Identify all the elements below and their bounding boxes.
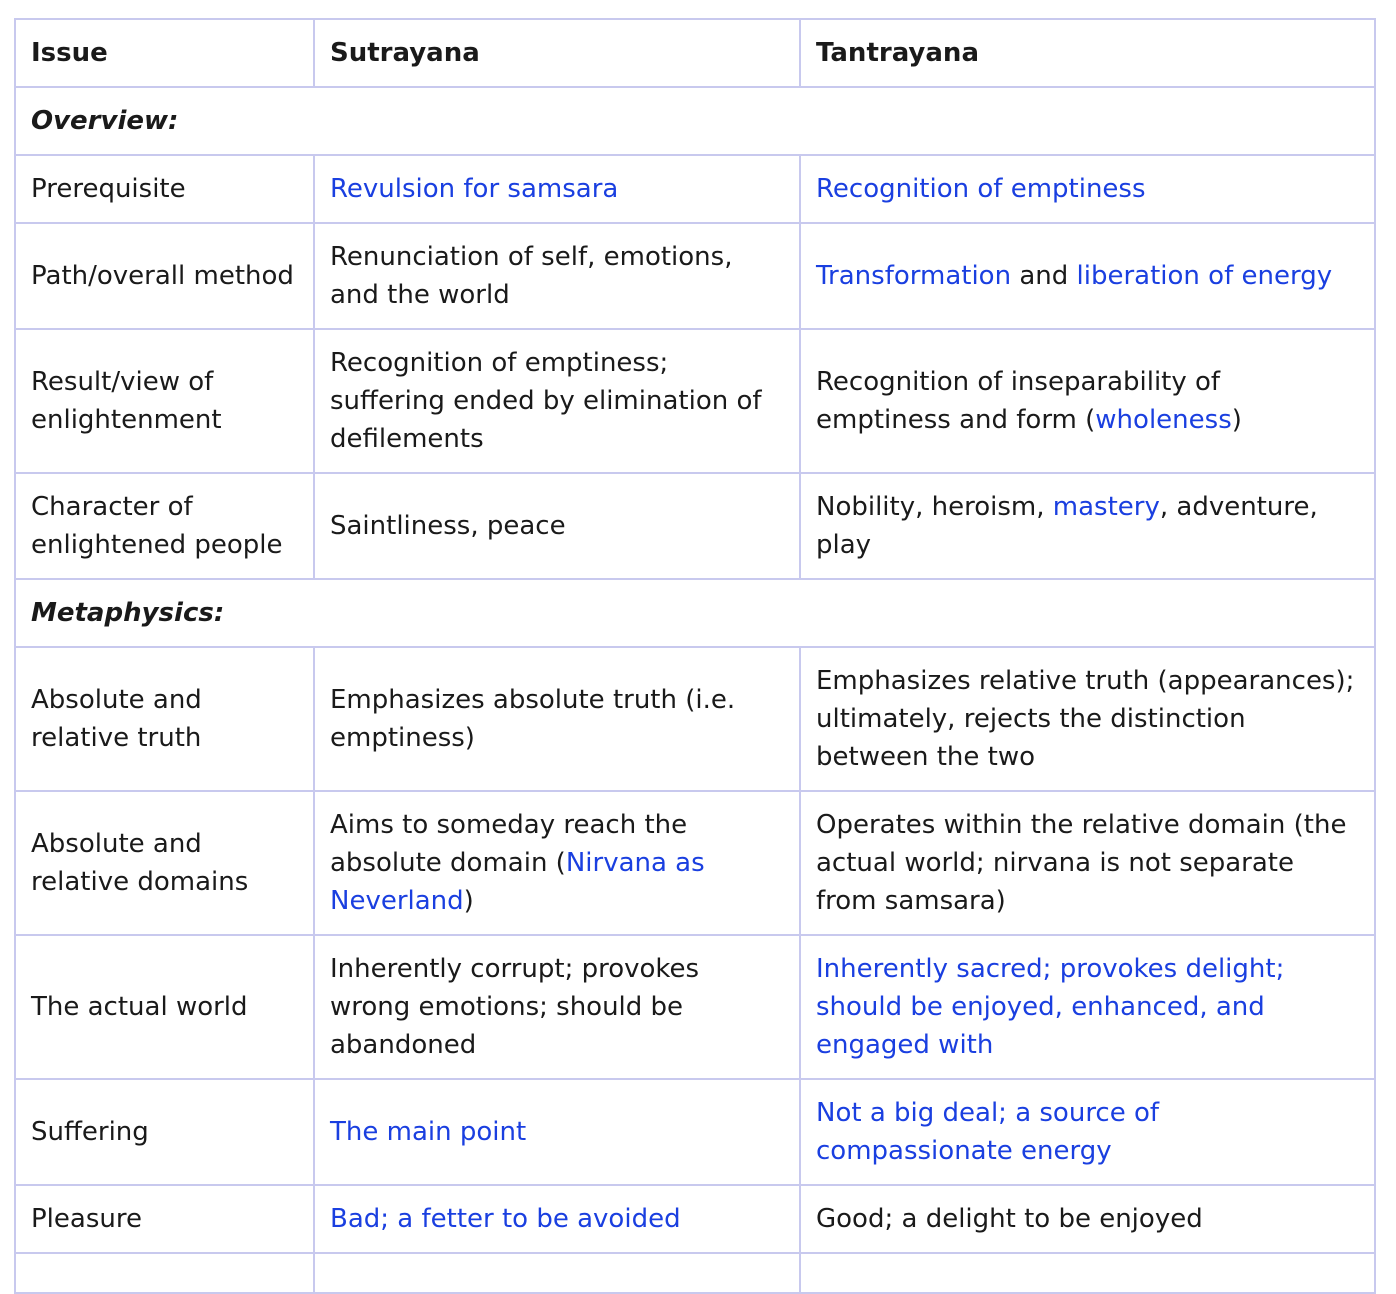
sutra-cell: Saintliness, peace — [314, 473, 800, 579]
link-revulsion-for-samsara[interactable]: Revulsion for samsara — [330, 174, 619, 204]
table-row-truth — [15, 647, 1375, 791]
tantra-cell — [800, 1079, 1375, 1185]
link-not-a-big-deal[interactable]: Not a big deal; a source of compassionate energy — [816, 1098, 1160, 1166]
issue-cell: The actual world — [15, 935, 314, 1079]
sutra-text-end: ) — [463, 886, 474, 916]
tantra-text-end: ) — [1231, 405, 1242, 435]
tantra-text-end: , adventure, play — [816, 492, 1318, 560]
table-header-row — [15, 19, 1375, 87]
tantra-cell: Emphasizes relative truth (appearances); ultimately, rejects the distinction between the two — [800, 647, 1375, 791]
link-the-main-point[interactable]: The main point — [330, 1117, 527, 1147]
table-row-character — [15, 473, 1375, 579]
header-tantrayana: Tantrayana — [800, 19, 1375, 87]
tantra-cell — [800, 473, 1375, 579]
table-row-world — [15, 935, 1375, 1079]
comparison-table-container — [14, 18, 1374, 1294]
tantra-text: Recognition of inseparability of emptiness and form ( — [816, 367, 1221, 435]
issue-cell: Path/overall method — [15, 223, 314, 329]
tantra-cell — [800, 155, 1375, 223]
issue-cell: Absolute and relative domains — [15, 791, 314, 935]
link-nirvana-as-neverland[interactable]: Nirvana as Neverland — [330, 848, 705, 916]
link-recognition-of-emptiness[interactable]: Recognition of emptiness — [816, 174, 1146, 204]
link-inherently-sacred[interactable]: Inherently sacred; provokes delight; should be enjoyed, enhanced, and engaged with — [816, 954, 1285, 1060]
header-issue: Issue — [15, 19, 314, 87]
comparison-table — [14, 18, 1376, 1294]
header-sutrayana: Sutrayana — [314, 19, 800, 87]
tantra-cell: Operates within the relative domain (the actual world; nirvana is not separate from samsara) — [800, 791, 1375, 935]
issue-cell: Result/view of enlightenment — [15, 329, 314, 473]
section-row-overview — [15, 87, 1375, 155]
issue-cell: Prerequisite — [15, 155, 314, 223]
sutra-cell: Inherently corrupt; provokes wrong emotions; should be abandoned — [314, 935, 800, 1079]
table-row-prerequisite — [15, 155, 1375, 223]
sutra-text: Aims to someday reach the absolute domain ( — [330, 810, 688, 878]
table-row-result — [15, 329, 1375, 473]
section-heading-overview: Overview: — [15, 87, 1375, 155]
sutra-cell — [314, 155, 800, 223]
link-bad-a-fetter[interactable]: Bad; a fetter to be avoided — [330, 1204, 681, 1234]
table-row-domains — [15, 791, 1375, 935]
tantra-cell — [800, 223, 1375, 329]
tantra-cell — [800, 329, 1375, 473]
sutra-cell — [314, 791, 800, 935]
issue-cell-empty — [15, 1253, 314, 1293]
connector-text: and — [1011, 261, 1077, 291]
link-wholeness[interactable]: wholeness — [1095, 405, 1232, 435]
issue-cell: Character of enlightened people — [15, 473, 314, 579]
tantra-cell-empty — [800, 1253, 1375, 1293]
sutra-cell: Emphasizes absolute truth (i.e. emptiness) — [314, 647, 800, 791]
link-liberation-of-energy[interactable]: liberation of energy — [1076, 261, 1333, 291]
sutra-cell-empty — [314, 1253, 800, 1293]
tantra-cell: Good; a delight to be enjoyed — [800, 1185, 1375, 1253]
issue-cell: Pleasure — [15, 1185, 314, 1253]
sutra-cell: Recognition of emptiness; suffering ended by elimination of defilements — [314, 329, 800, 473]
link-transformation[interactable]: Transformation — [816, 261, 1012, 291]
section-heading-metaphysics: Metaphysics: — [15, 579, 1375, 647]
table-row-path — [15, 223, 1375, 329]
sutra-cell: Renunciation of self, emotions, and the world — [314, 223, 800, 329]
issue-cell: Absolute and relative truth — [15, 647, 314, 791]
link-mastery[interactable]: mastery — [1052, 492, 1160, 522]
sutra-cell — [314, 1185, 800, 1253]
tantra-text: Nobility, heroism, — [816, 492, 1053, 522]
table-row-partial — [15, 1253, 1375, 1293]
tantra-cell — [800, 935, 1375, 1079]
sutra-cell — [314, 1079, 800, 1185]
section-row-metaphysics — [15, 579, 1375, 647]
table-row-suffering — [15, 1079, 1375, 1185]
table-row-pleasure — [15, 1185, 1375, 1253]
issue-cell: Suffering — [15, 1079, 314, 1185]
